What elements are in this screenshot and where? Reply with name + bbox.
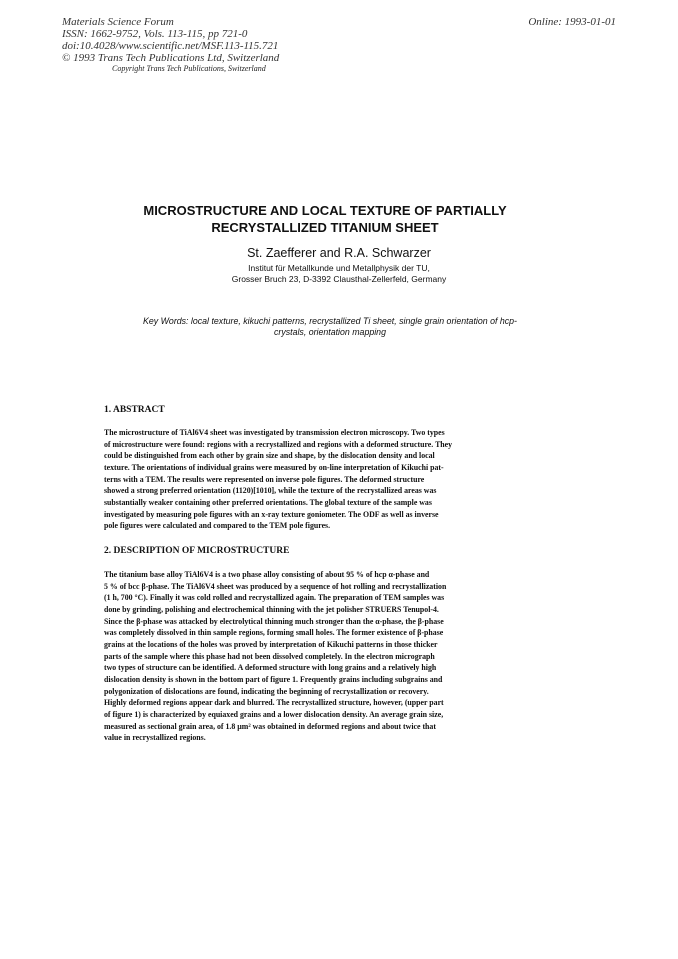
section-heading-abstract: 1. ABSTRACT [104,405,165,415]
publisher-copyright: Copyright Trans Tech Publications, Switzerland [112,64,266,73]
text-line: texture. The orientations of individual grains were measured by on-line interpretation of Kikuchi pat- [104,462,444,472]
institution-line-1: Institut für Metallkunde und Metallphysik der TU, [248,263,430,273]
text-line: 5 % of bcc β-phase. The TiAl6V4 sheet was produced by a sequence of hot rolling and recrystallization [104,581,447,591]
text-line: The titanium base alloy TiAl6V4 is a two phase alloy consisting of about 95 % of hcp α-phase and [104,570,430,579]
text-line: Highly deformed regions appear dark and blurred. The recrystallized structure, however, (upper part [104,698,444,708]
text-line: terns with a TEM. The results were represented on inverse pole figures. The deformed structure [104,474,425,484]
text-line: The microstructure of TiAl6V4 sheet was investigated by transmission electron microscopy. Two types [104,428,445,437]
copyright-line: © 1993 Trans Tech Publications Ltd, Switzerland [62,52,280,64]
text-line: showed a strong preferred orientation (1120)[1010], while the texture of the recrystallized areas was [104,486,437,496]
paper-title [0,202,678,236]
journal-name: Materials Science Forum [62,16,174,28]
microstructure-body [104,569,550,744]
text-line: pole figures were calculated and compared to the TEM pole figures. [104,521,331,531]
text-line: value in recrystallized regions. [104,733,206,743]
text-line: two types of structure can be identified. A deformed structure with long grains and a relatively high [104,663,437,673]
text-line: of figure 1) is characterized by equiaxed grains and a lower dislocation density. An average grain size, [104,709,444,719]
title-line-2: RECRYSTALLIZED TITANIUM SHEET [211,220,439,235]
text-line: dislocation density is shown in the bottom part of figure 1. Frequently grains including subgrains and [104,674,443,684]
text-line: done by grinding, polishing and electrochemical thinning with the jet polisher STRUERS Tenupol-4. [104,604,439,614]
text-line: was completely dissolved in thin sample regions, forming small holes. The former existence of β-phase [104,628,444,638]
text-line: parts of the sample where this phase had not been dissolved completely. In the electron micrograph [104,651,435,661]
text-line: investigated by measuring pole figures with an x-ray texture goniometer. The ODF as well as inverse [104,509,439,519]
institution [0,263,678,285]
doi-line: doi:10.4028/www.scientific.net/MSF.113-115.721 [62,40,279,52]
title-line-1: MICROSTRUCTURE AND LOCAL TEXTURE OF PARTIALLY [143,203,507,218]
text-line: of microstructure were found: regions with a recrystallized and regions with a deformed structure. They [104,439,453,449]
text-line: measured as sectional grain area, of 1.8 µm² was obtained in deformed regions and about twice that [104,721,436,731]
keywords-line-1: Key Words: local texture, kikuchi patterns, recrystallized Ti sheet, single grain orientation of hcp- [143,316,517,326]
text-line: (1 h, 700 °C). Finally it was cold rolled and recrystallized again. The preparation of TEM samples was [104,593,445,603]
keywords-line-2: crystals, orientation mapping [274,327,386,337]
section-heading-microstructure: 2. DESCRIPTION OF MICROSTRUCTURE [104,546,290,556]
institution-line-2: Grosser Bruch 23, D-3392 Clausthal-Zellerfeld, Germany [231,274,447,284]
text-line: Since the β-phase was attacked by electrolytical thinning much stronger than the α-phase, the β-phase [104,616,444,626]
text-line: could be distinguished from each other by grain size and shape, by the dislocation density and local [104,451,435,461]
journal-header [62,16,279,64]
abstract-body [104,427,550,532]
issn-line: ISSN: 1662-9752, Vols. 113-115, pp 721-0 [62,28,248,40]
keywords [112,316,548,338]
text-line: substantially weaker containing other preferred orientations. The global texture of the sample was [104,497,432,507]
text-line: polygonization of dislocations are found, indicating the beginning of recrystallization or recovery. [104,686,429,696]
online-date: Online: 1993-01-01 [528,16,616,28]
authors: St. Zaefferer and R.A. Schwarzer [247,246,431,260]
text-line: grains at the locations of the holes was proved by interpretation of Kikuchi patterns in those thicker [104,639,438,649]
